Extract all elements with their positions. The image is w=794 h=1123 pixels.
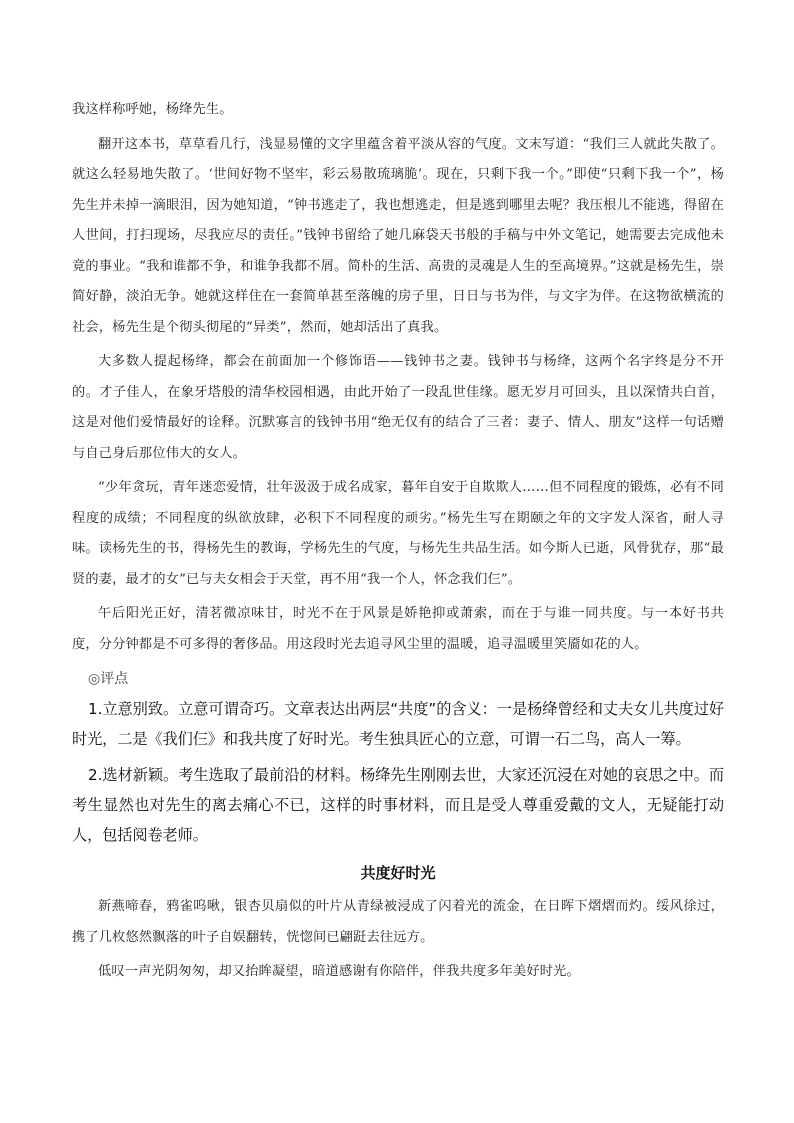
essay-paragraph: 大多数人提起杨绛，都会在前面加一个修饰语——钱钟书之妻。钱钟书与杨绛，这两个名字终是分不开的。才子佳人，在象牙塔般的清华校园相遇，由此开始了一段乱世佳缘。愿无岁月可回头，且以深情共白首，这是对他们爱情最好的诠释。沉默寡言的钱钟书用“绝无仅有的结合了三者：妻子、情人、朋友”这样一句话赠与自己身后那位伟大的女人。	[72, 354, 724, 461]
essay-paragraph: 翻开这本书，草草看几行，浅显易懂的文字里蕴含着平淡从容的气度。文末写道：“我们三人就此失散了。就这么轻易地失散了。‘世间好物不坚牢，彩云易散琉璃脆’。现在，只剩下我一个。”即使“只剩下我一个”，杨先生并未掉一滴眼泪，因为她知道，“钟书逃走了，我也想逃走，但是逃到哪里去呢？我压根儿不能逃，得留在人世间，打扫现场，尽我应尽的责任。”钱钟书留给了她几麻袋天书般的手稿与中外文笔记，她需要去完成他未竟的事业。“我和谁都不争，和谁争我都不屑。简朴的生活、高贵的灵魂是人生的至高境界。”这就是杨先生，崇简好静，淡泊无争。她就这样住在一套简单甚至落魄的房子里，日日与书为伴，与文字为伴。在这物欲横流的社会，杨先生是个彻头彻尾的“异类”，然而，她却活出了真我。	[72, 136, 724, 335]
essay-paragraph: 我这样称呼她，杨绛先生。	[72, 102, 233, 117]
comment-item: 1.立意别致。立意可谓奇巧。文章表达出两层“共度”的含义：一是杨绛曾经和丈夫女儿共度过好时光，二是《我们仨》和我共度了好时光。考生独具匠心的立意，可谓一石二鸟，高人一筹。	[72, 700, 724, 748]
essay-paragraph: 午后阳光正好，清茗微凉味甘，时光不在于风景是娇艳抑或萧索，而在于与谁一同共度。与一本好书共度，分分钟都是不可多得的奢侈品。用这段时光去追寻风尘里的温暖，追寻温暖里笑靥如花的人。	[72, 606, 724, 652]
comment-heading	[72, 664, 724, 694]
essay-title: 共度好时光	[360, 864, 436, 882]
essay-paragraph: 低叹一声光阴匆匆，却又抬眸凝望，暗道感谢有你陪伴，伴我共度多年美好时光。	[98, 964, 580, 979]
essay-paragraph: 新燕啼春，鸦雀呜啾，银杏贝扇似的叶片从青绿被浸成了闪着光的流金，在日晖下熠熠而灼。绥风徐过，携了几枚悠然飘落的叶子自娱翻转，恍惚间已翩跹去往远方。	[72, 899, 724, 945]
document-body	[72, 95, 724, 992]
comment-item: 2.选材新颖。考生选取了最前沿的材料。杨绛先生刚刚去世，大家还沉浸在对她的哀思之中。而考生显然也对先生的离去痛心不已，这样的时事材料，而且是受人尊重爱戴的文人，无疑能打动人，包括阅卷老师。	[72, 766, 724, 844]
essay-paragraph: “少年贪玩，青年迷恋爱情，壮年汲汲于成名成家，暮年自安于自欺欺人……但不同程度的锻炼，必有不同程度的成绩；不同程度的纵欲放肆，必积下不同程度的顽劣。”杨先生写在期颐之年的文字发人深省，耐人寻味。读杨先生的书，得杨先生的教诲，学杨先生的气度，与杨先生共品生活。如今斯人已逝，风骨犹存，那“最贤的妻，最才的女”已与夫女相会于天堂，再不用“我一个人，怀念我们仨”。	[72, 480, 724, 587]
circle-bullet-icon: ◎	[88, 671, 101, 687]
comment-heading-label: 评点	[100, 671, 129, 687]
